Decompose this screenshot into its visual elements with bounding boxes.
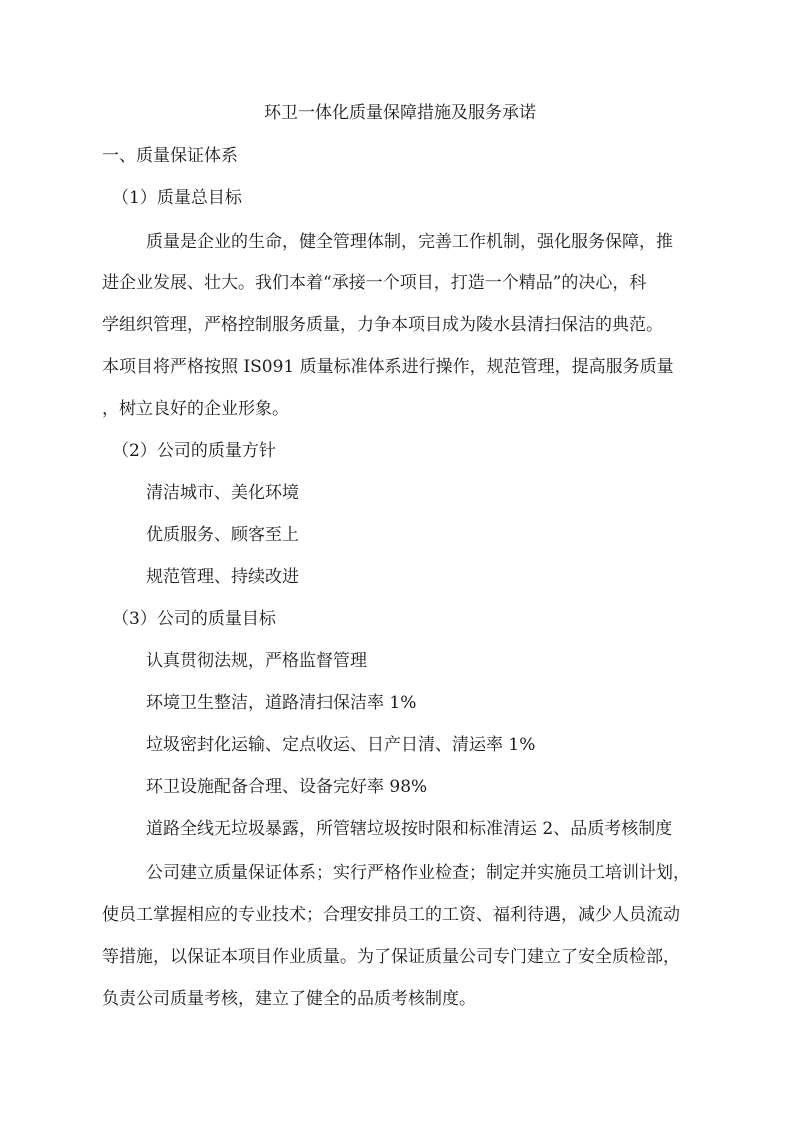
paragraph-line: 使员工掌握相应的专业技术；合理安排员工的工资、福利待遇，减少人员流动 xyxy=(102,905,680,925)
paragraph-line: 进企业发展、壮大。我们本着“承接一个项目，打造一个精品”的决心，科 xyxy=(102,273,647,293)
list-item: 清洁城市、美化环境 xyxy=(146,483,299,503)
subheading-overall-goal: （1）质量总目标 xyxy=(112,188,242,208)
section-heading-quality-system: 一、质量保证体系 xyxy=(102,146,238,166)
list-item: 认真贯彻法规，严格监督管理 xyxy=(146,651,367,671)
paragraph-line: 学组织管理，严格控制服务质量，力争本项目成为陵水县清扫保洁的典范。 xyxy=(102,315,663,335)
list-item: 规范管理、持续改进 xyxy=(146,567,299,587)
subheading-quality-policy: （2）公司的质量方针 xyxy=(112,441,276,461)
subheading-quality-goals: （3）公司的质量目标 xyxy=(112,609,276,629)
list-item: 垃圾密封化运输、定点收运、日产日清、清运率 1% xyxy=(146,735,536,755)
paragraph-line: ，树立良好的企业形象。 xyxy=(102,399,289,419)
paragraph-line: 负责公司质量考核，建立了健全的品质考核制度。 xyxy=(102,989,476,1009)
document-title: 环卫一体化质量保障措施及服务承诺 xyxy=(264,103,536,123)
list-item: 环境卫生整洁，道路清扫保洁率 1% xyxy=(146,693,417,713)
list-item: 环卫设施配备合理、设备完好率 98% xyxy=(146,777,428,797)
paragraph-line: 公司建立质量保证体系；实行严格作业检查；制定并实施员工培训计划， xyxy=(146,863,690,883)
paragraph-line: 质量是企业的生命，健全管理体制，完善工作机制，强化服务保障，推 xyxy=(146,232,673,252)
paragraph-line: 本项目将严格按照 IS091 质量标准体系进行操作，规范管理，提高服务质量 xyxy=(102,357,674,377)
paragraph-line: 等措施，以保证本项目作业质量。为了保证质量公司专门建立了安全质检部， xyxy=(102,947,680,967)
list-item: 优质服务、顾客至上 xyxy=(146,525,299,545)
list-item: 道路全线无垃圾暴露，所管辖垃圾按时限和标准清运 2、品质考核制度 xyxy=(146,819,673,839)
